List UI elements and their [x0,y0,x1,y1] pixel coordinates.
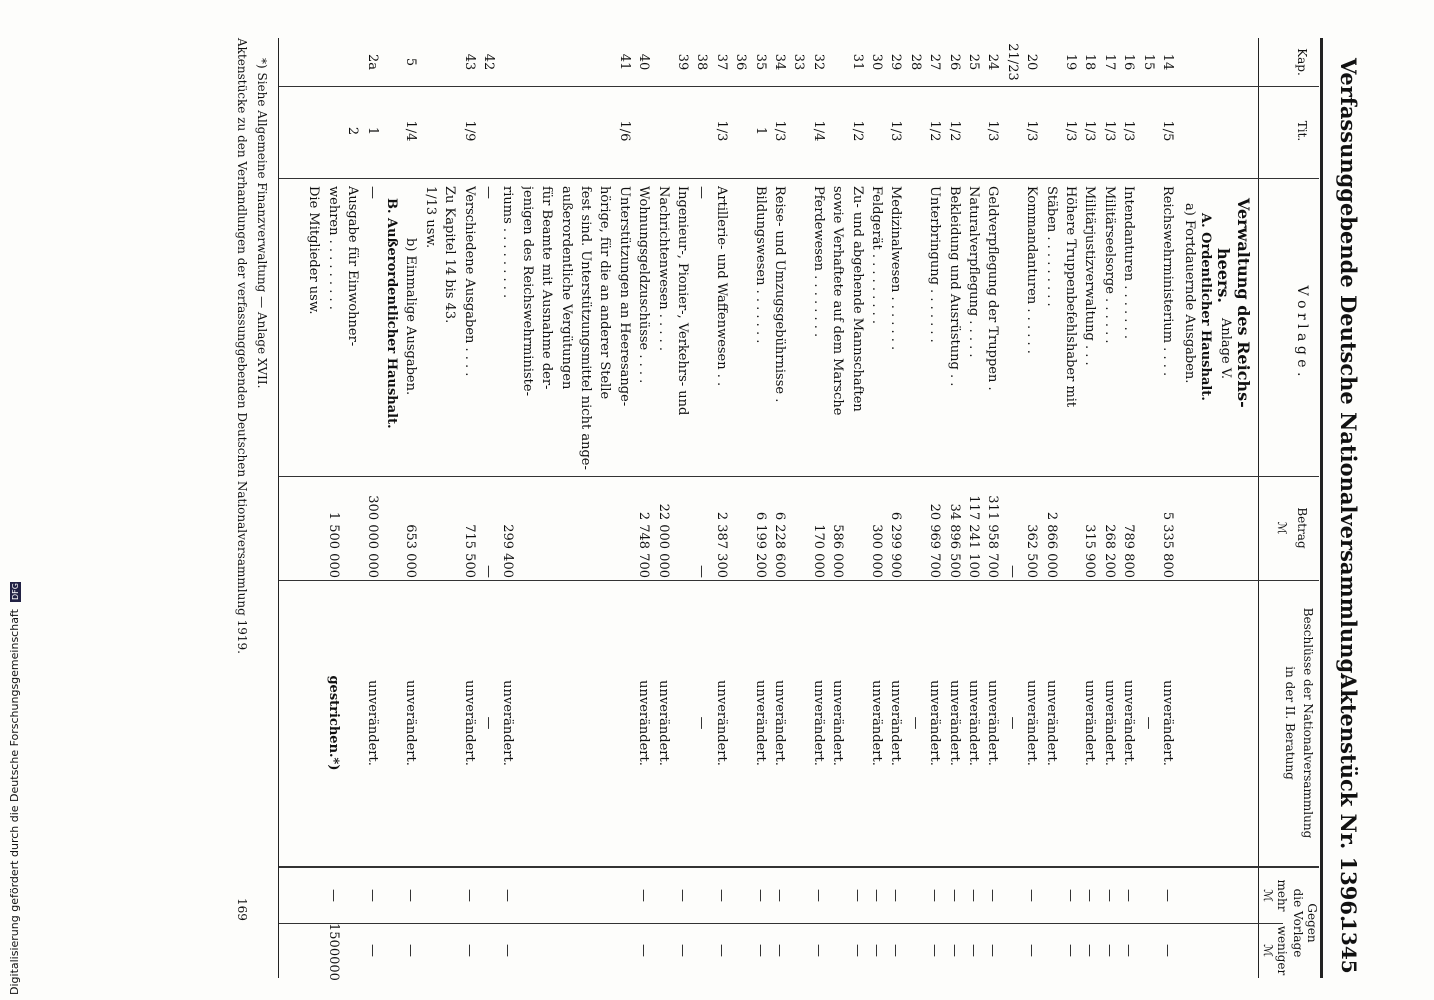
cell-mehr: — [1121,889,1137,902]
cell-beschluss: unverändert. [888,680,904,766]
cell-betrag: 300 000 000 [364,495,380,578]
cell-betrag: — [1004,565,1020,578]
table-row [693,38,709,978]
section-heading [1214,38,1233,978]
cell-kap: 25 [966,53,981,71]
cell-beschluss: unverändert. [1160,680,1175,766]
cell-label: Ausgabe für Einwohner- [345,186,361,347]
table-row [732,38,748,978]
cell-label: jenigen des Reichswehrministe- [519,186,535,396]
cell-weniger: — [985,944,1001,957]
table-row [849,38,865,978]
cell-tit: 1/3 [1024,120,1040,142]
cell-mehr: — [869,889,884,902]
cell-kap: 24 [985,53,1001,71]
cell-label: Unterstützungen an Heeresange- [616,186,632,407]
cell-betrag: 1 500 000 [325,511,341,578]
col-weniger: weniger [1275,925,1289,976]
cell-weniger: — [636,944,652,957]
cell-label: Ingenieur-, Pionier-, Verkehrs- und [675,186,690,416]
cell-label: Verschiedene Ausgaben . . . . [461,186,477,377]
cell-beschluss: — [694,716,710,730]
cell-mehr: — [713,889,729,902]
cell-kap: 36 [733,53,749,71]
table-row [616,38,632,978]
cell-beschluss: unverändert. [364,680,380,766]
cell-beschluss: unverändert. [752,680,768,766]
cell-betrag: — [694,565,710,578]
col-beschluesse-2: in der II. Beratung [1283,666,1297,780]
cell-mehr: — [1024,889,1040,902]
table-row [713,38,729,978]
cell-kap: 28 [907,53,923,71]
cell-betrag: 170 000 [810,524,826,578]
cell-betrag: 299 400 [500,524,516,578]
cell-beschluss: unverändert. [461,680,477,766]
cell-weniger: — [364,944,380,957]
cell-mehr: — [636,889,652,902]
table-row [383,38,399,978]
cell-beschluss: unverändert. [946,680,962,766]
cell-beschluss: unverändert. [1082,680,1098,766]
cell-beschluss: unverändert. [713,680,729,766]
cell-tit: 1/6 [616,120,632,142]
table-row [868,38,884,978]
cell-mehr: — [985,889,1001,902]
table-row [461,38,477,978]
cell-betrag: 268 200 [1101,524,1117,578]
cell-mehr: — [810,889,826,902]
table-row [499,38,515,978]
cell-weniger: — [713,944,729,957]
cell-kap: 38 [694,53,710,71]
cell-beschluss: — [481,716,496,730]
cell-mehr: — [1101,889,1117,902]
cell-weniger: — [927,944,943,957]
rotated-document [207,38,1367,981]
cell-weniger: — [772,944,787,957]
section-anlage: Anlage V. [1218,318,1233,380]
cell-mehr: — [1160,889,1175,902]
cell-tit: 1/3 [1063,120,1078,142]
table-row [907,38,923,978]
table-row [984,38,1000,978]
table-row [364,38,380,978]
cell-betrag: 6 199 200 [752,511,768,578]
cell-kap: 43 [461,53,477,71]
cell-mehr: — [772,889,787,902]
footer-line: Aktenstücke zu den Verhandlungen der verfassunggebenden Deutschen Nationalversammlung 1919. [235,38,249,654]
cell-kap: 34 [772,53,787,71]
section-main-2: heers. [1214,248,1233,303]
cell-kap: 29 [888,53,904,71]
cell-label: Unterbringung . . . . . . . [927,186,943,343]
cell-beschluss: — [1140,716,1156,730]
cell-label: Nachrichtenwesen . . . . . [655,186,671,351]
table-row [441,38,457,978]
cell-mehr: — [675,889,690,902]
cell-label: fest sind. Unterstützungsmittel nicht ange- [578,186,593,470]
cell-weniger: — [888,944,904,957]
table-row [519,38,535,978]
cell-kap: 40 [636,53,652,71]
cell-kap: 35 [752,53,768,71]
cell-tit: 1/3 [888,120,904,142]
side-note-text: Digitalisierung gefördert durch die Deutsche Forschungsgemeinschaft [8,609,21,995]
cell-kap: 5 [403,57,419,67]
table-row [946,38,962,978]
cell-label: Geldverpflegung der Truppen . [985,186,1001,391]
cell-label: — [364,186,380,199]
cell-kap: 21/23 [1004,43,1020,81]
table-row [752,38,768,978]
cell-beschluss: unverändert. [966,680,981,766]
table-row [1062,38,1078,978]
cell-kap: 27 [927,53,943,71]
cell-tit: 1/2 [849,120,865,142]
cell-kap: 19 [1063,53,1078,71]
cell-label: Bildungswesen . . . . . . . [752,186,768,344]
section-heading [1181,38,1197,978]
cell-kap: 37 [713,53,729,71]
table-row [402,38,418,978]
table-row [538,38,554,978]
cell-weniger: — [1101,944,1117,957]
cell-weniger: — [810,944,826,957]
col-mehr: mehr [1275,879,1289,912]
table-row [558,38,574,978]
table-row [1159,38,1175,978]
table-row [422,38,438,978]
cell-weniger: — [849,944,865,957]
cell-beschluss: unverändert. [830,680,846,766]
cell-beschluss: — [907,716,923,730]
cell-beschluss: unverändert. [500,680,516,766]
cell-mehr: — [461,889,477,902]
cell-mehr: — [1082,889,1098,902]
assembly-title: Verfassunggebende Deutsche Nationalversammlung. [1336,58,1361,681]
cell-beschluss: unverändert. [772,680,787,766]
cell-label: hörige, für die an anderer Stelle [597,186,613,400]
cell-mehr: — [403,889,419,902]
cell-kap: 26 [946,53,962,71]
cell-mehr: — [927,889,943,902]
cell-label: Artillerie- und Waffenwesen . . [713,186,729,387]
cell-weniger: — [675,944,690,957]
cell-betrag: 653 000 [403,524,419,578]
cell-beschluss: unverändert. [655,680,671,766]
cell-kap: 33 [791,53,807,71]
table-row [305,38,321,978]
cell-kap: 20 [1024,53,1040,71]
col-tit: Tit. [1295,120,1309,142]
cell-tit: 1/4 [810,120,826,142]
cell-label: Bekleidung und Ausrüstung . . [946,186,962,387]
cell-label: Die Mitglieder usw. [306,186,322,315]
cell-label: b) Einmalige Ausgaben. [403,238,419,396]
cell-betrag: 117 241 100 [966,495,981,578]
section-heading [1197,38,1213,978]
cell-tit: 1/3 [985,120,1001,142]
cell-kap: 15 [1140,53,1156,71]
cell-tit: 1/3 [1121,120,1137,142]
cell-label: Medizinalwesen . . . . . . . [888,186,904,351]
table-row [887,38,903,978]
cell-label: außerordentliche Vergütungen [558,186,574,390]
table-row [829,38,845,978]
cell-beschluss: gestrichen.*) [325,675,341,771]
col-mehr-unit: ℳ [1261,889,1275,902]
cell-mehr: — [946,889,962,902]
cell-betrag: 6 228 600 [772,511,787,578]
cell-mehr: — [364,889,380,902]
cell-label: Feldgerät . . . . . . . . . [869,186,884,325]
cell-kap: 30 [869,53,884,71]
colhead-rule [1258,38,1259,978]
cell-tit: 2 [345,126,361,136]
footnote: *) Siehe Allgemeine Finanzverwaltung — Anlage XVII. [255,58,269,389]
cell-label: — [481,186,496,199]
cell-betrag: 311 958 700 [985,495,1001,578]
cell-label: Intendanturen . . . . . . . [1121,186,1137,339]
document-reference: Aktenstück Nr. 1396. [1336,673,1361,923]
table-row [1101,38,1117,978]
cell-label: Reise- und Umzugsgebührnisse . [772,186,787,403]
table-row [674,38,690,978]
cell-weniger: — [869,944,884,957]
cell-tit: 1/5 [1160,120,1175,142]
cell-weniger: 1500000 [325,923,341,981]
table-row [1120,38,1136,978]
col-beschluesse-1: Beschlüsse der Nationalversammlung [1301,607,1315,839]
table-row [771,38,787,978]
cell-mehr: — [849,889,865,902]
section-a-sub: a) Fortdauernde Ausgaben. [1182,203,1197,384]
cell-beschluss: unverändert. [1101,680,1117,766]
cell-weniger: — [1024,944,1040,957]
cell-mehr: — [752,889,768,902]
cell-mehr: — [500,889,516,902]
table-row [1140,38,1156,978]
cell-betrag: 300 000 [869,524,884,578]
cell-label: Zu Kapitel 14 bis 43. [442,186,458,324]
cell-label: Zu- und abgehende Mannschaften [849,186,865,412]
table-row [1043,38,1059,978]
cell-tit: 1/4 [403,120,419,142]
col-betrag: Betrag [1295,507,1309,549]
cell-tit: 1/2 [927,120,943,142]
table-row [635,38,651,978]
cell-label: Reichswehrministerium . . . . [1160,186,1175,377]
table-row [325,38,341,981]
table-row [344,38,360,978]
table-row [790,38,806,978]
cell-kap: 42 [481,53,496,71]
cell-weniger: — [1121,944,1137,957]
cell-tit: 1/3 [1082,120,1098,142]
section-a-title: A. Ordentlicher Haushalt. [1198,213,1213,401]
cell-kap: 41 [616,53,632,71]
document-header [1325,38,1365,978]
cell-beschluss: unverändert. [810,680,826,766]
table-row [1081,38,1097,978]
cell-label: Kommandanturen . . . . . . [1024,186,1040,354]
cell-weniger: — [752,944,768,957]
cell-kap: 39 [675,53,690,71]
col-gegen-2: die Vorlage [1291,888,1305,958]
cell-label: Wohnungsgeldzuschüsse . . . . [636,186,652,384]
cell-kap: 18 [1082,53,1098,71]
cell-beschluss: unverändert. [1043,680,1059,766]
table-row [1004,38,1020,978]
cell-mehr: — [888,889,904,902]
cell-mehr: — [1063,889,1078,902]
cell-tit: 1/3 [772,120,787,142]
cell-label: 1/13 usw. [422,186,438,249]
cell-beschluss: unverändert. [1121,680,1137,766]
cell-label: Militärjustizverwaltung . . . [1082,186,1098,366]
cell-kap: 17 [1101,53,1117,71]
cell-kap: 14 [1160,53,1175,71]
cell-betrag: 2 748 700 [636,511,652,578]
cell-kap: 16 [1121,53,1137,71]
cell-label: sowie Verhaftete auf dem Marsche [830,186,846,416]
table-row [577,38,593,978]
side-note [8,583,22,995]
cell-beschluss: unverändert. [1024,680,1040,766]
cell-tit: 1/3 [713,120,729,142]
col-weniger-unit: ℳ [1261,944,1275,957]
cell-beschluss: — [1004,716,1020,730]
page-number: 1345 [1337,918,1361,974]
section-heading [1234,38,1253,978]
cell-label: Stäben . . . . . . . . . [1043,186,1059,307]
cell-label: Militärseelsorge . . . . . . [1101,186,1117,344]
table-row [1023,38,1039,978]
cell-betrag: 586 000 [830,524,846,578]
col-gegen-1: Gegen [1305,903,1319,943]
cell-tit: 1 [364,126,380,136]
cell-tit: 1/9 [461,120,477,142]
cell-kap: 32 [810,53,826,71]
table-bottom-rule [278,38,279,978]
cell-beschluss: unverändert. [403,680,419,766]
table-row [810,38,826,978]
cell-weniger: — [500,944,516,957]
cell-beschluss: unverändert. [985,680,1001,766]
cell-betrag: 22 000 000 [655,503,671,578]
cell-weniger: — [403,944,419,957]
cell-weniger: — [946,944,962,957]
cell-label: Pferdewesen . . . . . . . . [810,186,826,338]
cell-label: riums . . . . . . . . . [500,186,516,299]
col-betrag-unit: ℳ [1275,521,1289,535]
cell-kap: 31 [849,53,865,71]
cell-betrag: 6 299 900 [888,511,904,578]
cell-weniger: — [1063,944,1078,957]
cell-betrag: 362 500 [1024,524,1040,578]
cell-label: Höhere Truppenbefehlshaber mit [1063,186,1078,408]
header-rule [1320,38,1323,978]
table-row [965,38,981,978]
table-row [655,38,671,978]
cell-betrag: 2 387 300 [713,511,729,578]
cell-beschluss: unverändert. [927,680,943,766]
col-vorlage: V o r l a g e . [1294,285,1310,377]
section-main: Verwaltung des Reichs- [1234,198,1253,408]
cell-label: — [694,186,710,199]
cell-betrag: 315 900 [1082,524,1098,578]
cell-beschluss: unverändert. [869,680,884,766]
cell-betrag: 5 335 800 [1160,511,1175,578]
cell-betrag: 715 500 [461,524,477,578]
cell-weniger: — [1082,944,1098,957]
cell-betrag: 2 866 000 [1043,511,1059,578]
cell-label: wehren . . . . . . . . . [325,186,341,310]
cell-weniger: — [966,944,981,957]
table-row [480,38,496,978]
cell-betrag: 34 896 500 [946,503,962,578]
cell-weniger: — [461,944,477,957]
cell-tit: 1/2 [946,120,962,142]
cell-weniger: — [1160,944,1175,957]
cell-label: B. Außerordentlicher Haushalt. [384,198,399,429]
cell-kap: 2a [364,53,380,71]
cell-tit: 1 [752,126,768,136]
cell-label: Naturalverpflegung . . . . . [966,186,981,358]
cell-betrag: 20 969 700 [927,503,943,578]
cell-betrag: — [481,565,496,578]
cell-betrag: 789 800 [1121,524,1137,578]
footer-page: 169 [235,898,249,921]
cell-beschluss: unverändert. [636,680,652,766]
cell-mehr: — [966,889,981,902]
cell-tit: 1/3 [1101,120,1117,142]
table-row [596,38,612,978]
cell-mehr: — [325,889,341,902]
dfg-logo: DFG [10,583,20,601]
col-kap: Kap. [1295,48,1309,76]
table-row [926,38,942,978]
cell-label: für Beamte mit Ausnahme der- [539,186,555,390]
